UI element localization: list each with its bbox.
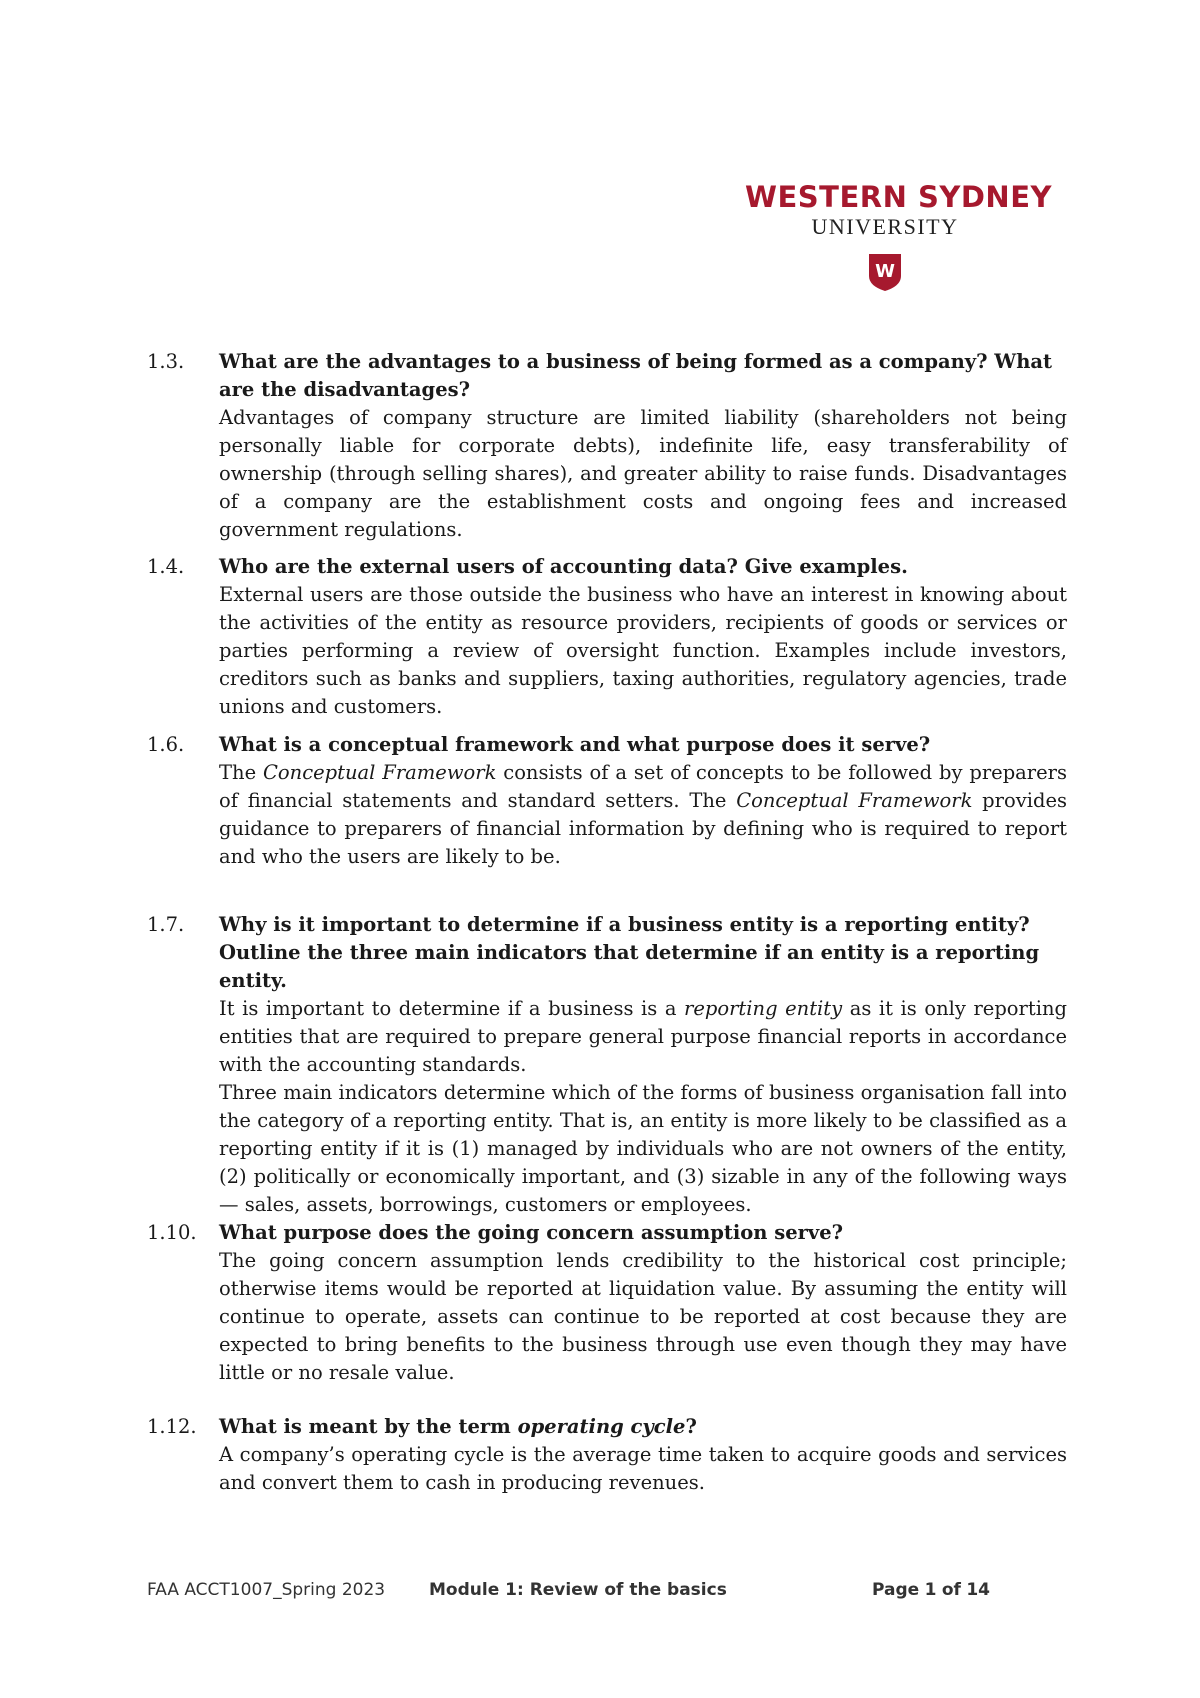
university-logo [745, 180, 1053, 292]
footer-page-number: Page 1 of 14 [872, 1580, 990, 1600]
emphasis-term: Conceptual Framework [736, 789, 973, 812]
answer-text: It is important to determine if a business is a reporting entity as it is only reporting entities that are required to prepare general purpose financial reports in accordance with the accounting standards. [219, 997, 1067, 1076]
answer-text: Advantages of company structure are limited liability (shareholders not being personally liable for corporate debts), indefinite life, easy transferability of ownership (through selling shares), and greater ability to raise funds. Disadvantages of a company are the establishment costs and ongoing fees and increased government regulations. [219, 406, 1067, 541]
question-number: 1.4. [147, 555, 185, 578]
qa-item-1-6 [147, 731, 1067, 871]
question-text: Who are the external users of accounting data? Give examples. [219, 555, 908, 578]
answer-text: External users are those outside the business who have an interest in knowing about the activities of the entity as resource providers, recipients of goods or services or parties performing a review of oversight function. Examples include investors, creditors such as banks and suppliers, taxing authorities, regulatory agencies, trade unions and customers. [219, 583, 1067, 718]
svg-text:W: W [875, 261, 895, 282]
emphasis-term: operating cycle [517, 1415, 686, 1438]
question-text: What is a conceptual framework and what purpose does it serve? [219, 733, 931, 756]
emphasis-term: reporting entity [684, 997, 843, 1020]
logo-wordmark-line2: UNIVERSITY [811, 214, 959, 239]
footer-course: FAA ACCT1007_Spring 2023 [147, 1580, 386, 1600]
logo-wordmark-line1: WESTERN SYDNEY [745, 180, 1053, 214]
qa-item-1-10 [147, 1219, 1067, 1387]
footer-module: Module 1: Review of the basics [429, 1580, 727, 1600]
question-number: 1.12. [147, 1415, 197, 1438]
answer-text-continued: Three main indicators determine which of the forms of business organisation fall into the category of a reporting entity. That is, an entity is more likely to be classified as a reporting entity if it is (1) managed by individuals who are not owners of the entity, (2) politically or economically important, and (3) sizable in any of the following ways — sales, assets, borrowings, customers or employees. [219, 1081, 1067, 1216]
question-number: 1.6. [147, 733, 185, 756]
answer-text: A company’s operating cycle is the average time taken to acquire goods and services and convert them to cash in producing revenues. [219, 1443, 1067, 1494]
question-number: 1.7. [147, 913, 185, 936]
answer-text: The Conceptual Framework consists of a set of concepts to be followed by preparers of financial statements and standard setters. The Conceptual Framework provides guidance to preparers of financial information by defining who is required to report and who the users are likely to be. [219, 761, 1068, 868]
qa-item-1-4 [147, 553, 1067, 721]
page-footer [147, 1580, 990, 1606]
answer-text: The going concern assumption lends credibility to the historical cost principle; otherwise items would be reported at liquidation value. By assuming the entity will continue to operate, assets can continue to be reported at cost because they are expected to bring benefits to the business through use even though they may have little or no resale value. [219, 1249, 1067, 1384]
university-shield-icon [867, 252, 903, 292]
question-text: What are the advantages to a business of being formed as a company? What are the disadvantages? [219, 350, 1053, 401]
qa-item-1-7 [147, 911, 1067, 1219]
emphasis-term: Conceptual Framework [263, 761, 497, 784]
question-number: 1.3. [147, 350, 185, 373]
question-text: Why is it important to determine if a business entity is a reporting entity? Outline the three main indicators that determine if an entity is a reporting entity. [219, 913, 1040, 992]
question-text: What purpose does the going concern assumption serve? [219, 1221, 844, 1244]
question-number: 1.10. [147, 1221, 197, 1244]
qa-item-1-12 [147, 1413, 1067, 1497]
question-text: What is meant by the term operating cycle? [219, 1415, 697, 1438]
qa-item-1-3 [147, 348, 1067, 544]
